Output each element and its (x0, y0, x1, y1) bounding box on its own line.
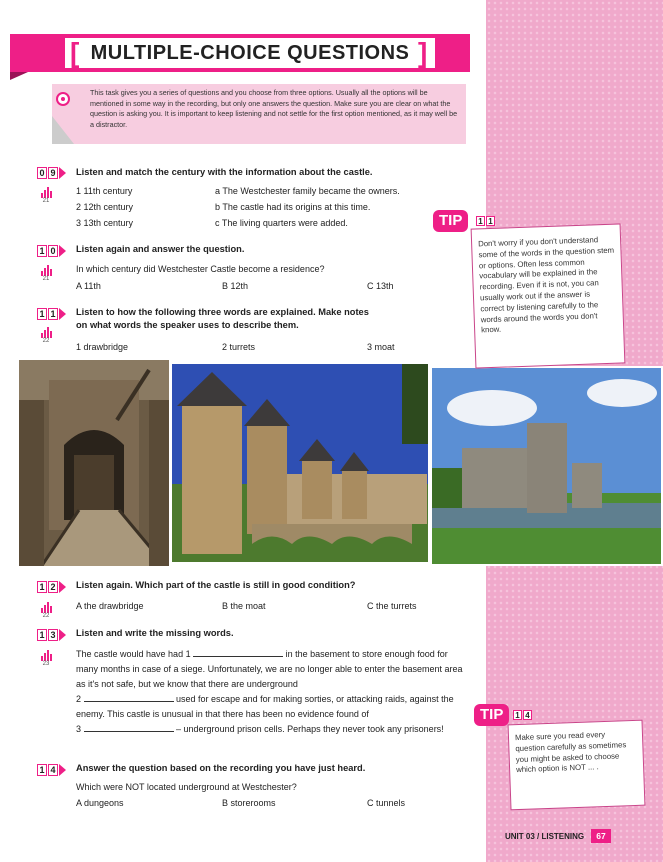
photo-drawbridge-gate (17, 358, 171, 568)
q9-right-b: b The castle had its origins at this time. (215, 202, 371, 212)
q9-left-1: 1 11th century (76, 186, 133, 196)
photo-moat-castle (430, 366, 663, 566)
q14-option-a[interactable]: A dungeons (76, 798, 124, 808)
q10-option-a[interactable]: A 11th (76, 281, 101, 291)
arrow-icon (59, 308, 66, 320)
exercise-number-10: 1 0 (37, 245, 66, 257)
q14-question: Which were NOT located underground at Westchester? (76, 782, 297, 792)
bracket-right-icon: ] (418, 37, 428, 68)
q12-option-a[interactable]: A the drawbridge (76, 601, 144, 611)
gap-1-input[interactable] (193, 648, 283, 657)
bracket-left-icon: [ (70, 37, 80, 68)
exercise-number-14: 1 4 (37, 764, 66, 776)
q14-option-c[interactable]: C tunnels (367, 798, 406, 808)
exercise-number-13: 1 3 (37, 629, 66, 641)
q11-item-2: 2 turrets (222, 342, 256, 352)
tip-14-text: Make sure you read every question carefully as sometimes you might be asked to choose which option is NOT ... . (514, 729, 627, 775)
target-icon (56, 92, 70, 106)
tip-14-box (508, 720, 646, 811)
section-title: MULTIPLE-CHOICE QUESTIONS (65, 38, 435, 68)
q12-instruction: Listen again. Which part of the castle is still in good condition? (76, 580, 356, 590)
intro-text: This task gives you a series of questions and you choose from three options. Usually all the options will be mentioned in some way in the recording, but only one answers the question. Make sure you are clear on what the question is asking you. It is important to keep listening and not settle for the first option mentioned, as it may well be a distractor. (90, 88, 458, 129)
q10-instruction: Listen again and answer the question. (76, 244, 245, 254)
q11-item-1: 1 drawbridge (76, 342, 129, 352)
q9-left-3: 3 13th century (76, 218, 134, 228)
q9-right-c: c The living quarters were added. (215, 218, 348, 228)
gap-2-input[interactable] (84, 693, 174, 702)
q12-option-b[interactable]: B the moat (222, 601, 266, 611)
photo-carcassonne-castle (170, 362, 430, 564)
q11-item-3: 3 moat (367, 342, 395, 352)
tip-11-number: 1 1 (476, 216, 496, 226)
arrow-icon (59, 167, 66, 179)
page-number: 67 (591, 829, 611, 843)
audio-track-icon[interactable]: 22 (40, 326, 52, 344)
footer-unit: UNIT 03 / LISTENING (505, 832, 585, 841)
q11-instruction-line2: on what words the speaker uses to describe them. (76, 320, 299, 330)
q13-instruction: Listen and write the missing words. (76, 628, 234, 638)
tip-11-box (471, 223, 626, 368)
tip-14-label: TIP (474, 704, 509, 726)
tip-11-label: TIP (433, 210, 468, 232)
q9-left-2: 2 12th century (76, 202, 134, 212)
q10-option-b[interactable]: B 12th (222, 281, 249, 291)
exercise-number-09: 0 9 (37, 167, 66, 179)
q9-right-a: a The Westchester family became the owners. (215, 186, 400, 196)
arrow-icon (59, 581, 66, 593)
exercise-number-12: 1 2 (37, 581, 66, 593)
banner-fold (10, 72, 28, 80)
audio-track-icon[interactable]: 22 (40, 601, 52, 619)
audio-track-icon[interactable]: 21 (40, 264, 52, 282)
audio-track-icon[interactable]: 21 (40, 186, 52, 204)
q10-question: In which century did Westchester Castle become a residence? (76, 264, 325, 274)
q10-option-c[interactable]: C 13th (367, 281, 394, 291)
arrow-icon (59, 245, 66, 257)
q13-paragraph: The castle would have had 1 in the basement to store enough food for many months in case of a siege. Unfortunately, we are no longer able to enter the basement area as it's not safe, but we know that there are underground 2 used for escape and for making sorties, or attacking raids, against the enemy. This castle is unusual in that there has been no evidence found of 3 – underground prison cells. Perhaps they never took any prisoners! (76, 649, 463, 734)
q14-option-b[interactable]: B storerooms (222, 798, 276, 808)
arrow-icon (59, 764, 66, 776)
tip-11-text: Don't worry if you don't understand some of the words in the question stem or options. Often less common vocabulary will be explained in the recording. Even if it is not, you can usually work out if the answer is correct by listening carefully to the words around the words you don't know. (477, 235, 615, 335)
audio-track-icon[interactable]: 23 (40, 649, 52, 667)
q14-instruction: Answer the question based on the recording you have just heard. (76, 763, 366, 773)
tip-14-number: 1 4 (513, 710, 533, 720)
q11-instruction-line1: Listen to how the following three words are explained. Make notes (76, 307, 369, 317)
gap-3-input[interactable] (84, 723, 174, 732)
q12-option-c[interactable]: C the turrets (367, 601, 417, 611)
arrow-icon (59, 629, 66, 641)
q9-instruction: Listen and match the century with the information about the castle. (76, 167, 373, 177)
exercise-number-11: 1 1 (37, 308, 66, 320)
